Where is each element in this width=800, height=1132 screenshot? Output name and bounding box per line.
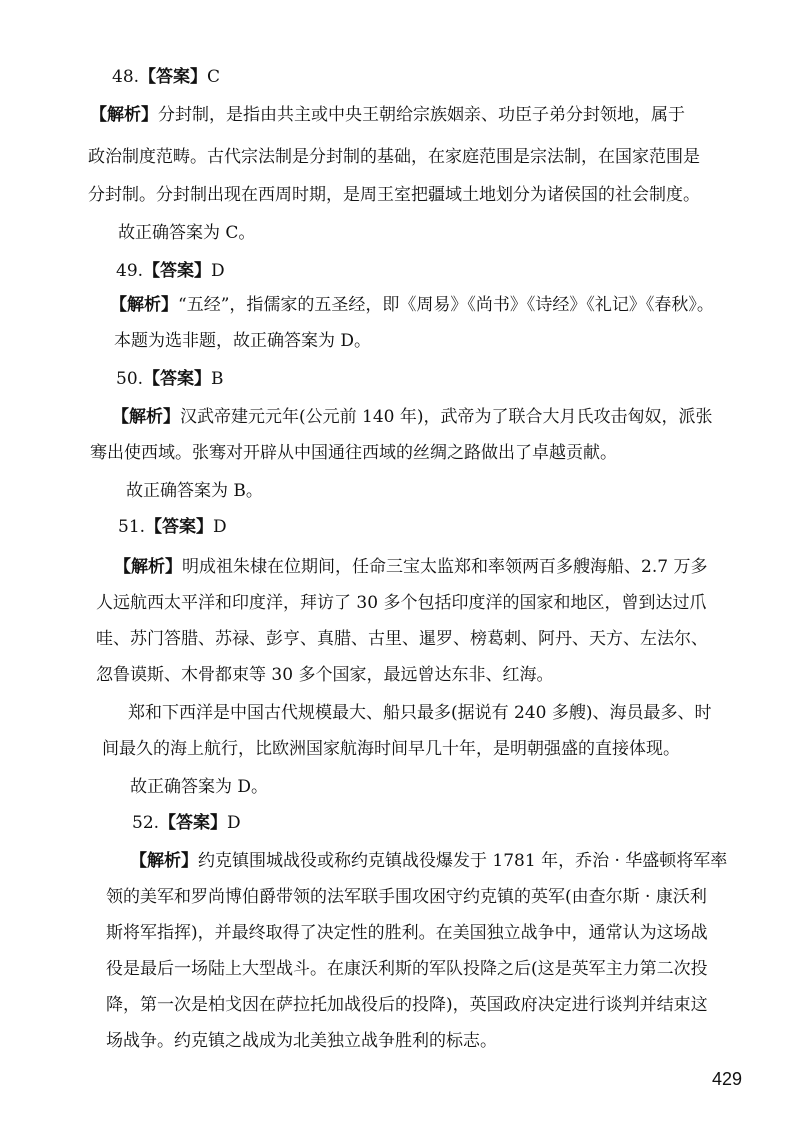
analysis-48-line-2: 政治制度范畴。古代宗法制是分封制的基础，在家庭范围是宗法制，在国家范围是 <box>88 147 700 167</box>
answer-tag: 【答案】 <box>139 67 208 87</box>
conclusion-49: 本题为选非题，故正确答案为 D。 <box>114 331 372 351</box>
answer-tag: 【答案】 <box>143 261 212 281</box>
analysis-52-line-1 <box>130 850 727 872</box>
question-number: 52. <box>132 813 160 833</box>
analysis-50-line-1 <box>112 406 713 428</box>
answer-tag: 【答案】 <box>145 517 214 537</box>
analysis-tag: 【解析】 <box>130 851 198 871</box>
answer-52 <box>132 812 241 834</box>
analysis-52-line-3: 斯将军指挥)，并最终取得了决定性的胜利。在美国独立战争中，通常认为这场战 <box>106 923 708 943</box>
analysis-50-line-2: 骞出使西域。张骞对开辟从中国通往西域的丝绸之路做出了卓越贡献。 <box>90 443 617 463</box>
analysis-text: 分封制，是指由共主或中央王朝给宗族姻亲、功臣子弟分封领地，属于 <box>158 105 685 125</box>
analysis-51-line-4: 忽鲁谟斯、木骨都束等 30 多个国家，最远曾达东非、红海。 <box>96 665 554 685</box>
answer-letter: B <box>211 369 224 389</box>
analysis-49-line-1 <box>110 294 714 316</box>
analysis-52-line-4: 役是最后一场陆上大型战斗。在康沃利斯的军队投降之后(这是英军主力第二次投 <box>106 959 708 979</box>
analysis-51-extra-line-2: 间最久的海上航行，比欧洲国家航海时间早几十年，是明朝强盛的直接体现。 <box>102 739 680 759</box>
question-number: 49. <box>116 261 144 281</box>
analysis-51-line-2: 人远航西太平洋和印度洋，拜访了 30 多个包括印度洋的国家和地区，曾到达过爪 <box>96 593 707 613</box>
analysis-text: 汉武帝建元元年(公元前 140 年)，武帝为了联合大月氏攻击匈奴，派张 <box>180 407 713 427</box>
question-number: 50. <box>116 369 144 389</box>
question-number: 48. <box>112 67 140 87</box>
answer-50 <box>116 368 224 390</box>
answer-letter: D <box>211 261 225 281</box>
conclusion-48: 故正确答案为 C。 <box>118 223 256 243</box>
analysis-48-line-1 <box>90 104 685 126</box>
analysis-48-line-3: 分封制。分封制出现在西周时期，是周王室把疆域土地划分为诸侯国的社会制度。 <box>88 185 700 205</box>
answer-letter: C <box>207 67 221 87</box>
analysis-tag: 【解析】 <box>112 407 180 427</box>
answer-tag: 【答案】 <box>143 369 212 389</box>
analysis-tag: 【解析】 <box>114 557 182 577</box>
analysis-text: 明成祖朱棣在位期间，任命三宝太监郑和率领两百多艘海船、2.7 万多 <box>182 557 708 577</box>
answer-48 <box>112 66 220 88</box>
analysis-tag: 【解析】 <box>110 295 178 315</box>
analysis-51-line-3: 哇、苏门答腊、苏禄、彭亨、真腊、古里、暹罗、榜葛剌、阿丹、天方、左法尔、 <box>96 629 708 649</box>
question-number: 51. <box>118 517 146 537</box>
analysis-52-line-2: 领的美军和罗尚博伯爵带领的法军联手围攻困守约克镇的英军(由查尔斯 · 康沃利 <box>106 887 707 907</box>
analysis-text: 约克镇围城战役或称约克镇战役爆发于 1781 年，乔治 · 华盛顿将军率 <box>198 851 728 871</box>
analysis-51-line-1 <box>114 556 707 578</box>
analysis-51-extra-line-1: 郑和下西洋是中国古代规模最大、船只最多(据说有 240 多艘)、海员最多、时 <box>128 703 712 723</box>
analysis-text: “五经”，指儒家的五圣经，即《周易》《尚书》《诗经》《礼记》《春秋》。 <box>178 295 714 315</box>
answer-tag: 【答案】 <box>159 813 228 833</box>
answer-49 <box>116 260 225 282</box>
answer-letter: D <box>213 517 227 537</box>
conclusion-50: 故正确答案为 B。 <box>126 481 263 501</box>
answer-51 <box>118 516 227 538</box>
analysis-52-line-6: 场战争。约克镇之战成为北美独立战争胜利的标志。 <box>106 1031 497 1051</box>
page-number: 429 <box>712 1069 743 1089</box>
analysis-tag: 【解析】 <box>90 105 158 125</box>
answer-letter: D <box>227 813 241 833</box>
conclusion-51: 故正确答案为 D。 <box>130 777 269 797</box>
analysis-52-line-5: 降，第一次是柏戈因在萨拉托加战役后的投降)，英国政府决定进行谈判并结束这 <box>106 995 708 1015</box>
